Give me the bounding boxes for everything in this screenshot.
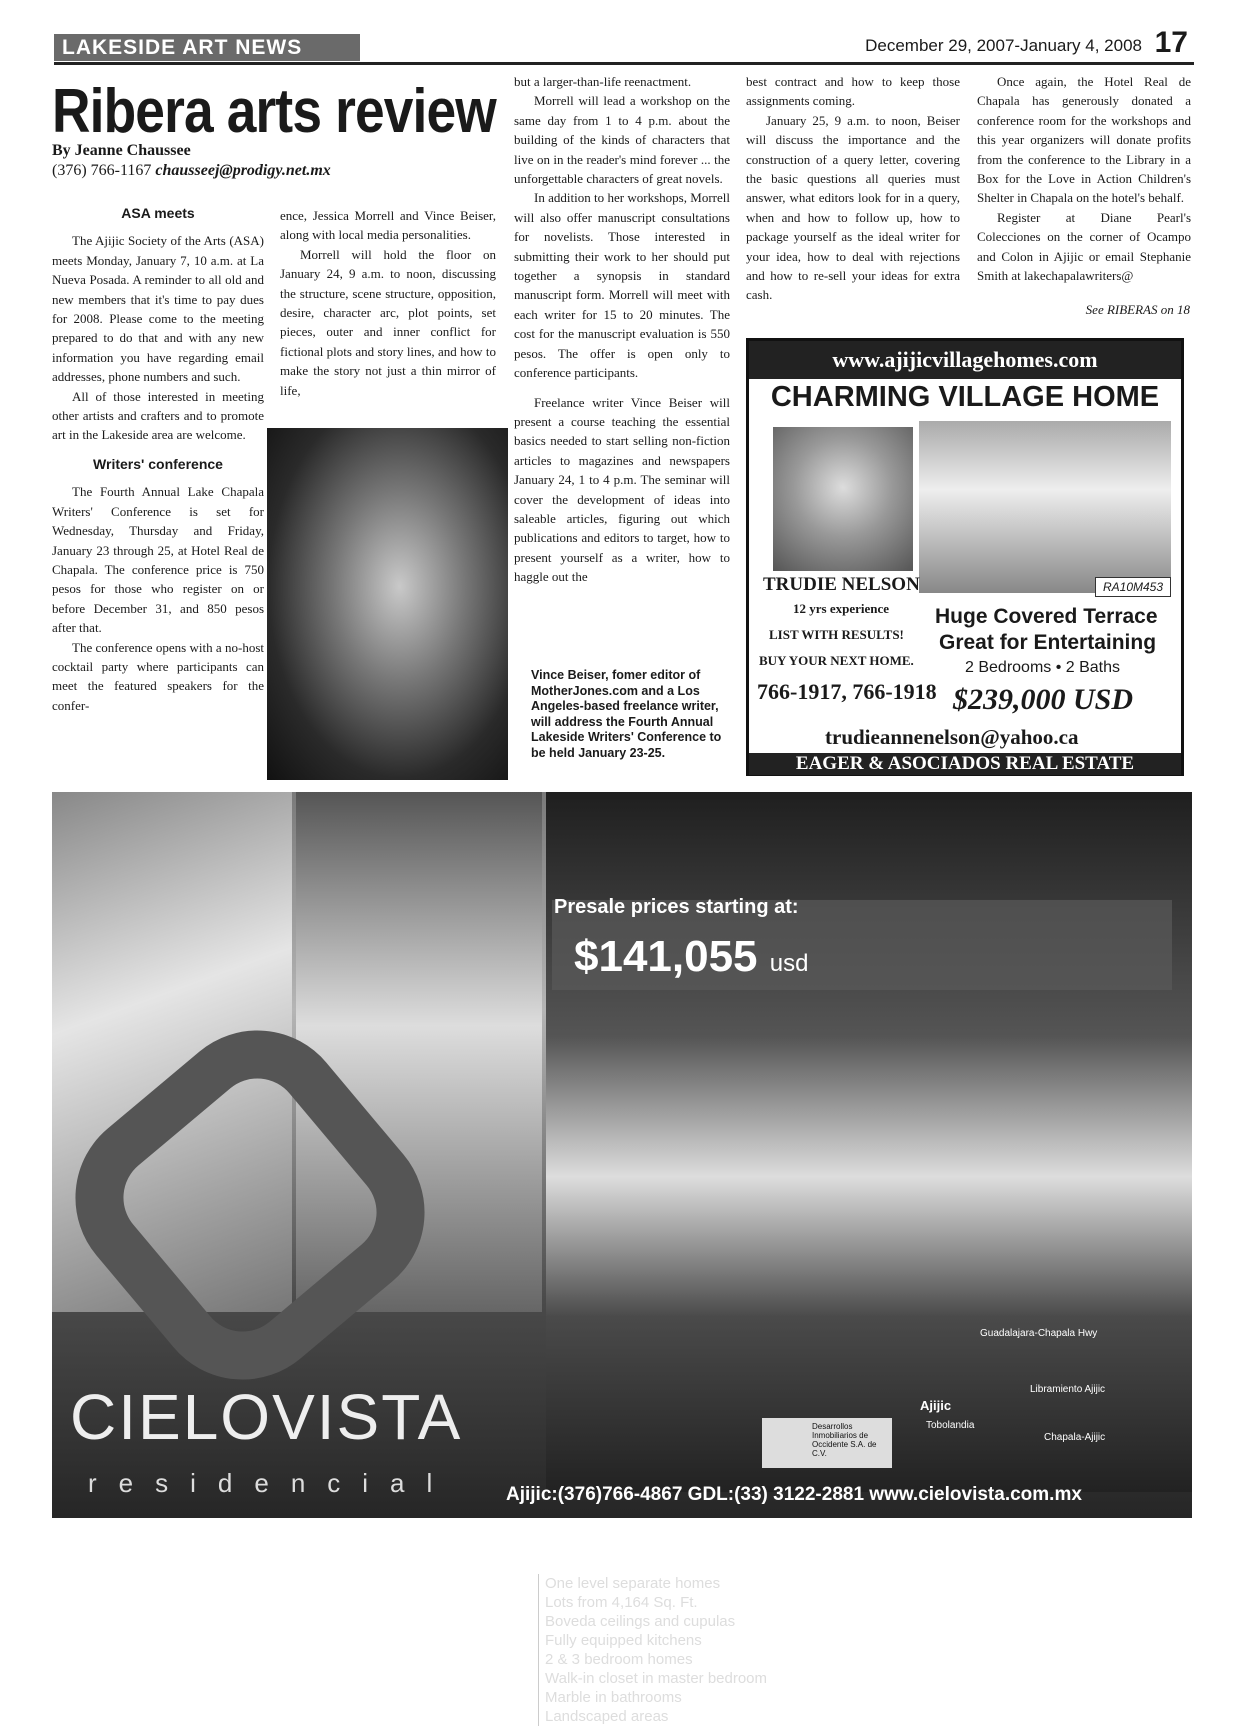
agent-name: TRUDIE NELSON [763,574,920,595]
paragraph: Register at Diane Pearl's Colecciones on the corner of Ocampo and Colon in Ajijic or email Stephanie Smith at lakechapalawriters@ [977,209,1191,284]
portrait-photo [267,428,508,780]
author-email[interactable]: chausseej@prodigy.net.mx [155,162,331,179]
map-label-chapala: Chapala-Ajijic [1044,1432,1106,1443]
article-column-4 [746,72,960,305]
agent-slogan-2: BUY YOUR NEXT HOME. [759,653,914,668]
paragraph: The conference opens with a no-host cocktail party where participants can meet the featured speakers for the confer- [52,639,264,713]
feature-item: Fully equipped kitchens [545,1632,702,1649]
article-column-3 [514,72,730,587]
author-phone: (376) 766-1167 [52,162,152,179]
presale-label: Presale prices starting at: [554,896,799,918]
brand-subtitle: residencial [88,1468,455,1498]
listing-price: $239,000 USD [953,683,1134,716]
article-headline: Ribera arts review [52,77,496,146]
room-count: 2 Bedrooms • 2 Baths [965,659,1121,676]
feature-item: 2 & 3 bedroom homes [545,1651,693,1668]
house-photo [919,421,1171,593]
brand-name: CIELOVISTA [70,1381,463,1453]
subhead-writers: Writers' conference [93,455,223,472]
ad-url[interactable]: www.ajijicvillagehomes.com [749,341,1181,379]
agent-photo [773,427,913,571]
feature-item: Boveda ceilings and cupulas [545,1613,736,1630]
ad-contact-line[interactable]: Ajijic:(376)766-4867 GDL:(33) 3122-2881 www.cielovista.com.mx [506,1484,1082,1505]
map-label-hwy: Guadalajara-Chapala Hwy [980,1328,1098,1339]
paragraph: All of those interested in meeting other artists and crafters and to promote art in the Lakeside area are welcome. [52,388,264,443]
location-map [920,1320,1190,1465]
map-label-libramiento: Libramiento Ajijic [1030,1384,1106,1395]
map-label-tobolandia: Tobolandia [926,1420,975,1431]
paragraph: Once again, the Hotel Real de Chapala has generously donated a conference room for the workshops and this year organizers will donate profits from the conference to the Library in a Box for the Love in Action Children's Shelter in Chapala on the hotel's behalf. [977,74,1191,206]
photo-caption: Vince Beiser, fomer editor of MotherJones.com and a Los Angeles-based freelance writer, will address the Fourth Annual Lakeside Writers' Conference to be held January 23-25. [531,668,722,760]
subhead-asa: ASA meets [121,205,195,221]
presale-price: $141,055 usd [574,932,809,981]
feature-1: Huge Covered Terrace [935,605,1158,628]
paragraph: best contract and how to keep those assignments coming. [746,74,960,109]
map-label-ajijic: Ajijic [920,1398,952,1413]
listing-code: RA10M453 [1095,577,1171,597]
feature-item: One level separate homes [545,1575,721,1592]
paragraph: ence, Jessica Morrell and Vince Beiser, along with local media personalities. [280,208,496,243]
feature-item: Walk-in closet in master bedroom [545,1670,768,1687]
paragraph: Morrell will hold the floor on January 24, 9 a.m. to noon, discussing the structure, scene structure, opposition, desire, character arc, plot points, set pieces, outer and inner conflict for fictional plots and story lines, and how to make the story not just a thin mirror of life, [280,246,496,398]
continued-note: See RIBERAS on 18 [1085,302,1190,317]
byline: By Jeanne Chaussee [52,142,191,159]
agency-name: EAGER & ASOCIADOS REAL ESTATE [749,753,1181,775]
feature-item: Landscaped areas [545,1708,669,1725]
agent-phones: 766-1917, 766-1918 [757,679,937,704]
paragraph: but a larger-than-life reenactment. [514,74,692,89]
feature-2: Great for Entertaining [939,631,1157,654]
feature-list [538,1574,875,1726]
feature-item: Lots from 4,164 Sq. Ft. [545,1594,698,1611]
feature-item: Marble in bathrooms [545,1689,682,1706]
ad-title: CHARMING VILLAGE HOME [770,381,1160,413]
paragraph: Freelance writer Vince Beiser will present a course teaching the essential basics needed to start selling non-fiction articles to magazines and newspapers January 24, 1 to 4 p.m. The seminar will cover the development of ideas into saleable articles, figuring out which publications and editors to target, how to present yourself as a writer, how to haggle out the [514,394,730,585]
article-column-1 [52,200,264,715]
paragraph: In addition to her workshops, Morrell will also offer manuscript consultations for novelists. Those interested in submitting their work to her should put together a synopsis in standard manuscript form. Morrell will meet with each writer for 15 to 20 minutes. The cost for the manuscript evaluation is 550 pesos. The offer is open only to conference participants. [514,190,730,381]
article-column-2 [280,206,496,400]
presale-currency: usd [769,950,809,977]
paragraph: The Ajijic Society of the Arts (ASA) meets Monday, January 7, 10 a.m. at La Nueva Posada. A reminder to all old and new members that it's time to pay dues for 2008. Please come to the meeting prepared to do that and with any new information you have regarding email addresses, phone numbers and such. [52,233,264,385]
dateline: December 29, 2007-January 4, 2008 [865,36,1142,55]
article-column-5 [977,72,1191,285]
paragraph: The Fourth Annual Lake Chapala Writers' Conference is set for Wednesday, Thursday and Friday, January 23 through 25, at Hotel Real de Chapala. The conference price is 750 pesos for those who register on or before December 31, and 850 pesos after that. [52,484,264,636]
agent-slogan-1: LIST WITH RESULTS! [769,627,904,642]
real-estate-ad[interactable] [746,338,1184,776]
header-rule [54,62,1194,65]
paragraph: Morrell will lead a workshop on the same day from 1 to 4 p.m. about the building of the kinds of characters that live on in the reader's mind forever ... the unforgettable characters of great novels. [514,93,730,187]
agent-experience: 12 yrs experience [793,601,890,616]
author-contact [52,162,331,180]
page-number: 17 [1154,26,1188,59]
developer-logo: Desarrollos Inmobiliarios de Occidente S.A. de C.V. [762,1418,892,1468]
paragraph: January 25, 9 a.m. to noon, Beiser will discuss the importance and the construction of a query letter, covering the basic questions all queries must answer, what editors look for in a query, when and how to follow up, how to package yourself as the ideal writer for your idea, how to deal with rejections and how to re-sell your ideas for extra cash. [746,112,960,303]
agent-email[interactable]: trudieannenelson@yahoo.ca [825,725,1079,749]
section-tag: LAKESIDE ART NEWS [54,34,360,61]
